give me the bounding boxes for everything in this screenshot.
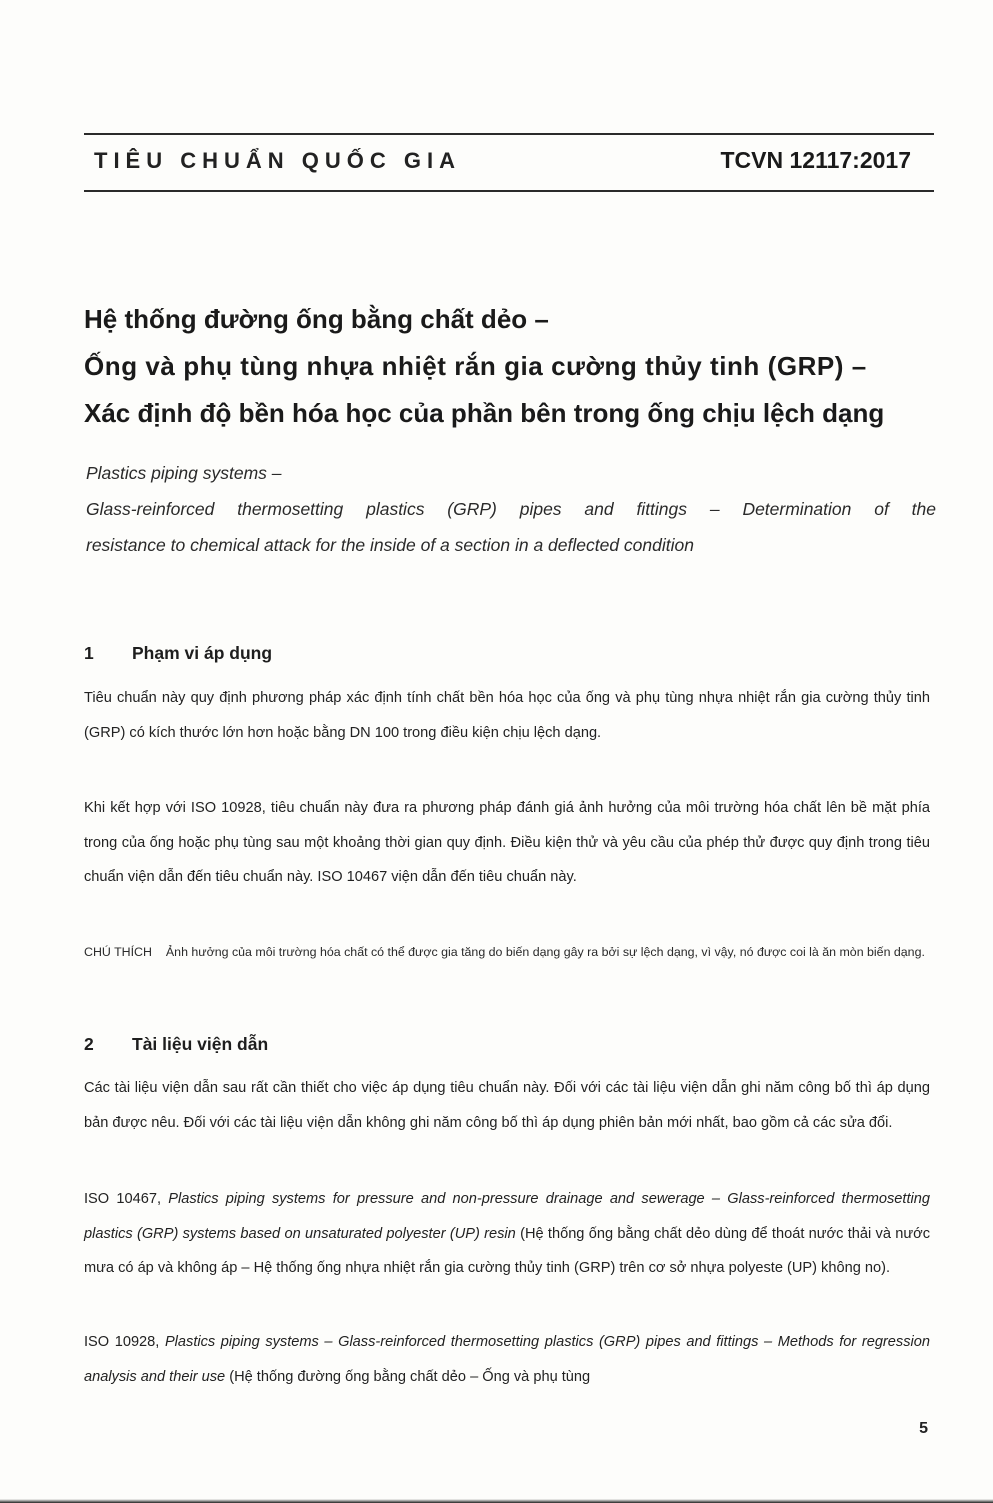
- title-vi-line-2: Ống và phụ tùng nhựa nhiệt rắn gia cường thủy tinh (GRP) –: [84, 351, 867, 381]
- scan-bottom-edge: [0, 1499, 993, 1503]
- section-2-number: 2: [84, 1034, 94, 1054]
- standard-label: TIÊU CHUẨN QUỐC GIA: [94, 148, 461, 173]
- title-en-line-1: Plastics piping systems –: [86, 463, 282, 483]
- ref-1-translation: (Hệ thống ống bằng chất dẻo dùng để thoát nước thải và nước mưa có áp và không áp – Hệ thống ống nhựa nhiệt rắn gia cường thủy tinh (GRP) trên cơ sở nhựa polyeste (UP) không no).: [84, 1225, 931, 1276]
- section-2-title: Tài liệu viện dẫn: [132, 1034, 269, 1054]
- section-1-note: [84, 938, 930, 966]
- page-number: 5: [919, 1420, 928, 1437]
- reference-iso-10928: [84, 1325, 930, 1394]
- section-1-paragraph-2: Khi kết hợp với ISO 10928, tiêu chuẩn này đưa ra phương pháp đánh giá ảnh hưởng của môi trường hóa chất lên bề mặt phía trong của ống hoặc phụ tùng sau một khoảng thời gian quy định. Điều kiện thử và yêu cầu của phép thử được quy định trong tiêu chuẩn viện dẫn đến tiêu chuẩn này. ISO 10467 viện dẫn đến tiêu chuẩn này.: [84, 800, 930, 885]
- ref-2-translation: (Hệ thống đường ống bằng chất dẻo – Ống và phụ tùng: [229, 1368, 591, 1385]
- section-2-paragraph-1: Các tài liệu viện dẫn sau rất cần thiết cho việc áp dụng tiêu chuẩn này. Đối với các tài liệu viện dẫn ghi năm công bố thì áp dụng bản được nêu. Đối với các tài liệu viện dẫn không ghi năm công bố thì áp dụng phiên bản mới nhất, bao gồm cả các sửa đổi.: [84, 1080, 930, 1131]
- section-1-heading: [84, 643, 272, 664]
- section-1-paragraph-1: Tiêu chuẩn này quy định phương pháp xác định tính chất bền hóa học của ống và phụ tùng nhựa nhiệt rắn gia cường thủy tinh (GRP) có kích thước lớn hơn hoặc bằng DN 100 trong điều kiện chịu lệch dạng.: [84, 690, 930, 741]
- ref-1-title: Plastics piping systems for pressure and non-pressure drainage and sewerage – Glass-reinforced thermosetting plastics (GRP) systems based on unsaturated polyester (UP) resin: [84, 1191, 930, 1242]
- header-top-rule: [84, 133, 934, 135]
- ref-2-title: Plastics piping systems – Glass-reinforced thermosetting plastics (GRP) pipes and fittings – Methods for regression analysis and their use: [84, 1334, 930, 1385]
- title-en-line-2: Glass-reinforced thermosetting plastics (GRP) pipes and fittings – Determination of the: [86, 499, 936, 519]
- section-2-heading: [84, 1034, 268, 1055]
- note-text: Ảnh hưởng của môi trường hóa chất có thể được gia tăng do biến dạng gây ra bởi sự lệch dạng, vì vậy, nó được coi là ăn mòn biến dạng.: [165, 945, 925, 959]
- title-english: [86, 455, 936, 563]
- header-bottom-rule: [84, 190, 934, 192]
- title-vi-line-1: Hệ thống đường ống bằng chất dẻo –: [84, 304, 549, 334]
- reference-iso-10467: [84, 1182, 930, 1286]
- ref-1-code: ISO 10467,: [84, 1191, 162, 1207]
- note-label: CHÚ THÍCH: [84, 945, 152, 959]
- section-1-title: Phạm vi áp dụng: [132, 643, 273, 663]
- standard-code: TCVN 12117:2017: [720, 147, 911, 173]
- title-vi-line-3: Xác định độ bền hóa học của phần bên trong ống chịu lệch dạng: [84, 398, 885, 428]
- ref-2-code: ISO 10928,: [84, 1334, 160, 1350]
- title-vietnamese: [84, 296, 944, 437]
- section-1-number: 1: [84, 643, 94, 663]
- title-en-line-3: resistance to chemical attack for the inside of a section in a deflected condition: [86, 535, 694, 555]
